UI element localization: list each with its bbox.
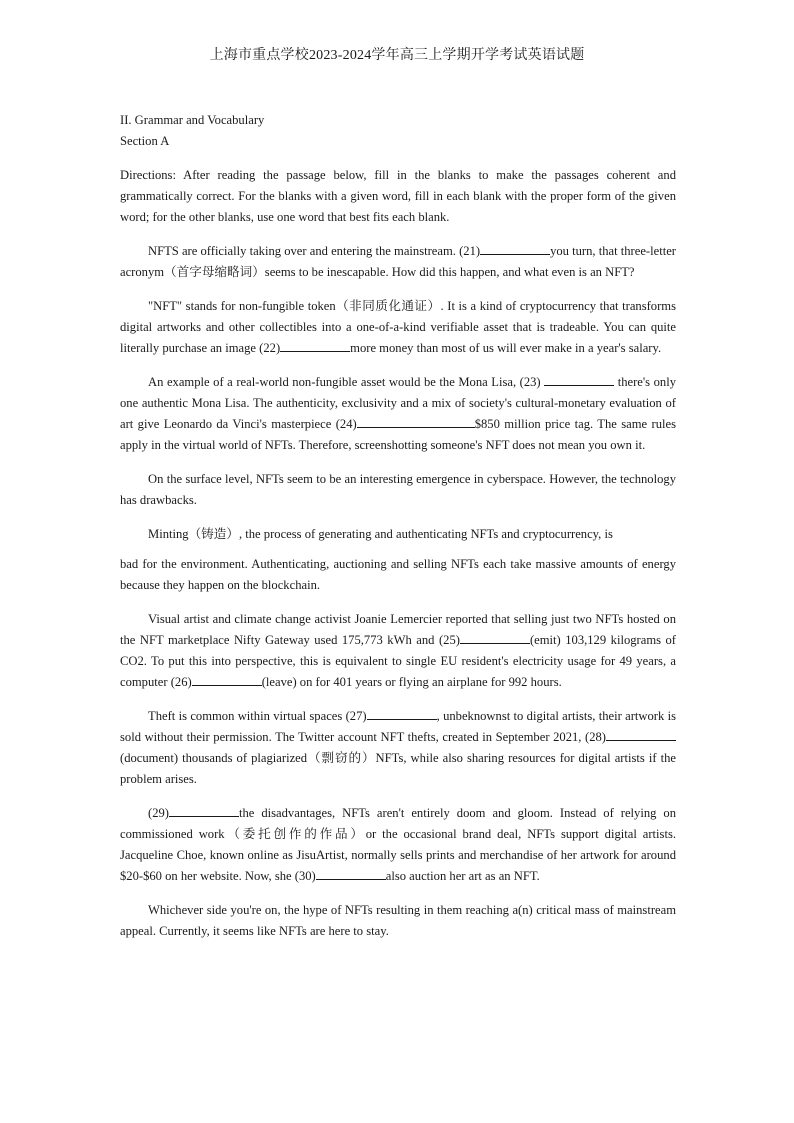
p1-text-b: you turn, that three-letter acronym（首字母缩略词）seems to be inescapable. How did this happen, and what even is an NFT? [120,244,676,279]
p6-text-b: (emit) 103,129 kilograms of CO2. To put this into perspective, this is equivalent to single EU resident's electricity usage for 49 years, a computer (26) [120,633,677,689]
p8-text-b: the disadvantages, NFTs aren't entirely doom and gloom. Instead of relying on commissioned work（委托创作的作品）or the occasional brand deal, NFTs support digital artists. Jacqueline Choe, known online as JisuArtist, normally sells prints and merchandise of her artwork for around $20-$60 on her website. Now, she (30) [120,806,676,883]
paragraph-5-line-1: Minting（铸造）, the process of generating and authenticating NFTs and cryptocurrency, is [148,527,613,541]
blank-30[interactable] [316,866,386,880]
paragraph-4: On the surface level, NFTs seem to be an interesting emergence in cyberspace. However, the technology has drawbacks. [120,472,676,507]
blank-28[interactable] [606,727,676,741]
blank-29[interactable] [169,803,239,817]
blank-24[interactable] [357,414,475,428]
p7-text-b: , unbeknownst to digital artists, their artwork is sold without their permission. The Twitter account NFT thefts, created in September 2021, (28) [120,709,677,744]
blank-25[interactable] [460,630,530,644]
p8-text-c: also auction her art as an NFT. [385,869,540,883]
p6-text-a: Visual artist and climate change activist Joanie Lemercier reported that selling just two NFTs hosted on the NFT marketplace Nifty Gateway used 175,773 kWh and (25) [120,612,676,647]
blank-22[interactable] [280,338,350,352]
paragraph-8 [120,803,676,887]
p2-text-a: "NFT" stands for non-fungible token（非同质化通证）. It is a kind of cryptocurrency that transforms digital artworks and other collectibles into a one-of-a-kind verifiable asset that is tradeable. You can quite literally purchase an image (22) [120,299,676,355]
paragraph-5-continued: bad for the environment. Authenticating, auctioning and selling NFTs each take massive amounts of energy because they happen on the blockchain. [120,557,676,592]
paragraph-2 [120,296,676,359]
blank-27[interactable] [367,706,437,720]
section-part-heading: II. Grammar and Vocabulary [120,113,265,127]
paragraph-1 [120,241,676,283]
p1-text-a: NFTS are officially taking over and entering the mainstream. (21) [148,244,481,258]
blank-21[interactable] [480,241,550,255]
blank-23[interactable] [544,372,614,386]
blank-26[interactable] [192,672,262,686]
exam-content [120,110,676,942]
p2-text-b: more money than most of us will ever make in a year's salary. [350,341,662,355]
page-header-title: 上海市重点学校2023-2024学年高三上学期开学考试英语试题 [209,48,585,63]
p3-text-c: $850 million price tag. The same rules apply in the virtual world of NFTs. Therefore, screenshotting someone's NFT does not mean you own it. [120,417,676,452]
directions-text: Directions: After reading the passage below, fill in the blanks to make the passages coherent and grammatically correct. For the blanks with a given word, fill in each blank with the proper form of the given word; for the other blanks, use one word that best fits each blank. [120,168,676,224]
p8-text-a: (29) [148,806,169,820]
p3-text-a: An example of a real-world non-fungible asset would be the Mona Lisa, (23) [148,375,545,389]
p6-text-c: (leave) on for 401 years or flying an airplane for 992 hours. [261,675,562,689]
p7-text-a: Theft is common within virtual spaces (27) [148,709,367,723]
p3-text-b: there's only one authentic Mona Lisa. The authenticity, exclusivity and a mix of society's cultural-monetary evaluation of art give Leonardo da Vinci's masterpiece (24) [120,375,676,431]
section-name-heading: Section A [120,134,170,148]
paragraph-6 [120,609,676,693]
paragraph-3 [120,372,676,456]
paragraph-7 [120,706,676,790]
paragraph-9: Whichever side you're on, the hype of NFTs resulting in them reaching a(n) critical mass of mainstream appeal. Currently, it seems like NFTs are here to stay. [120,903,676,938]
p7-text-c: (document) thousands of plagiarized（剽窃的）NFTs, while also sharing resources for digital artists if the problem arises. [120,751,676,786]
